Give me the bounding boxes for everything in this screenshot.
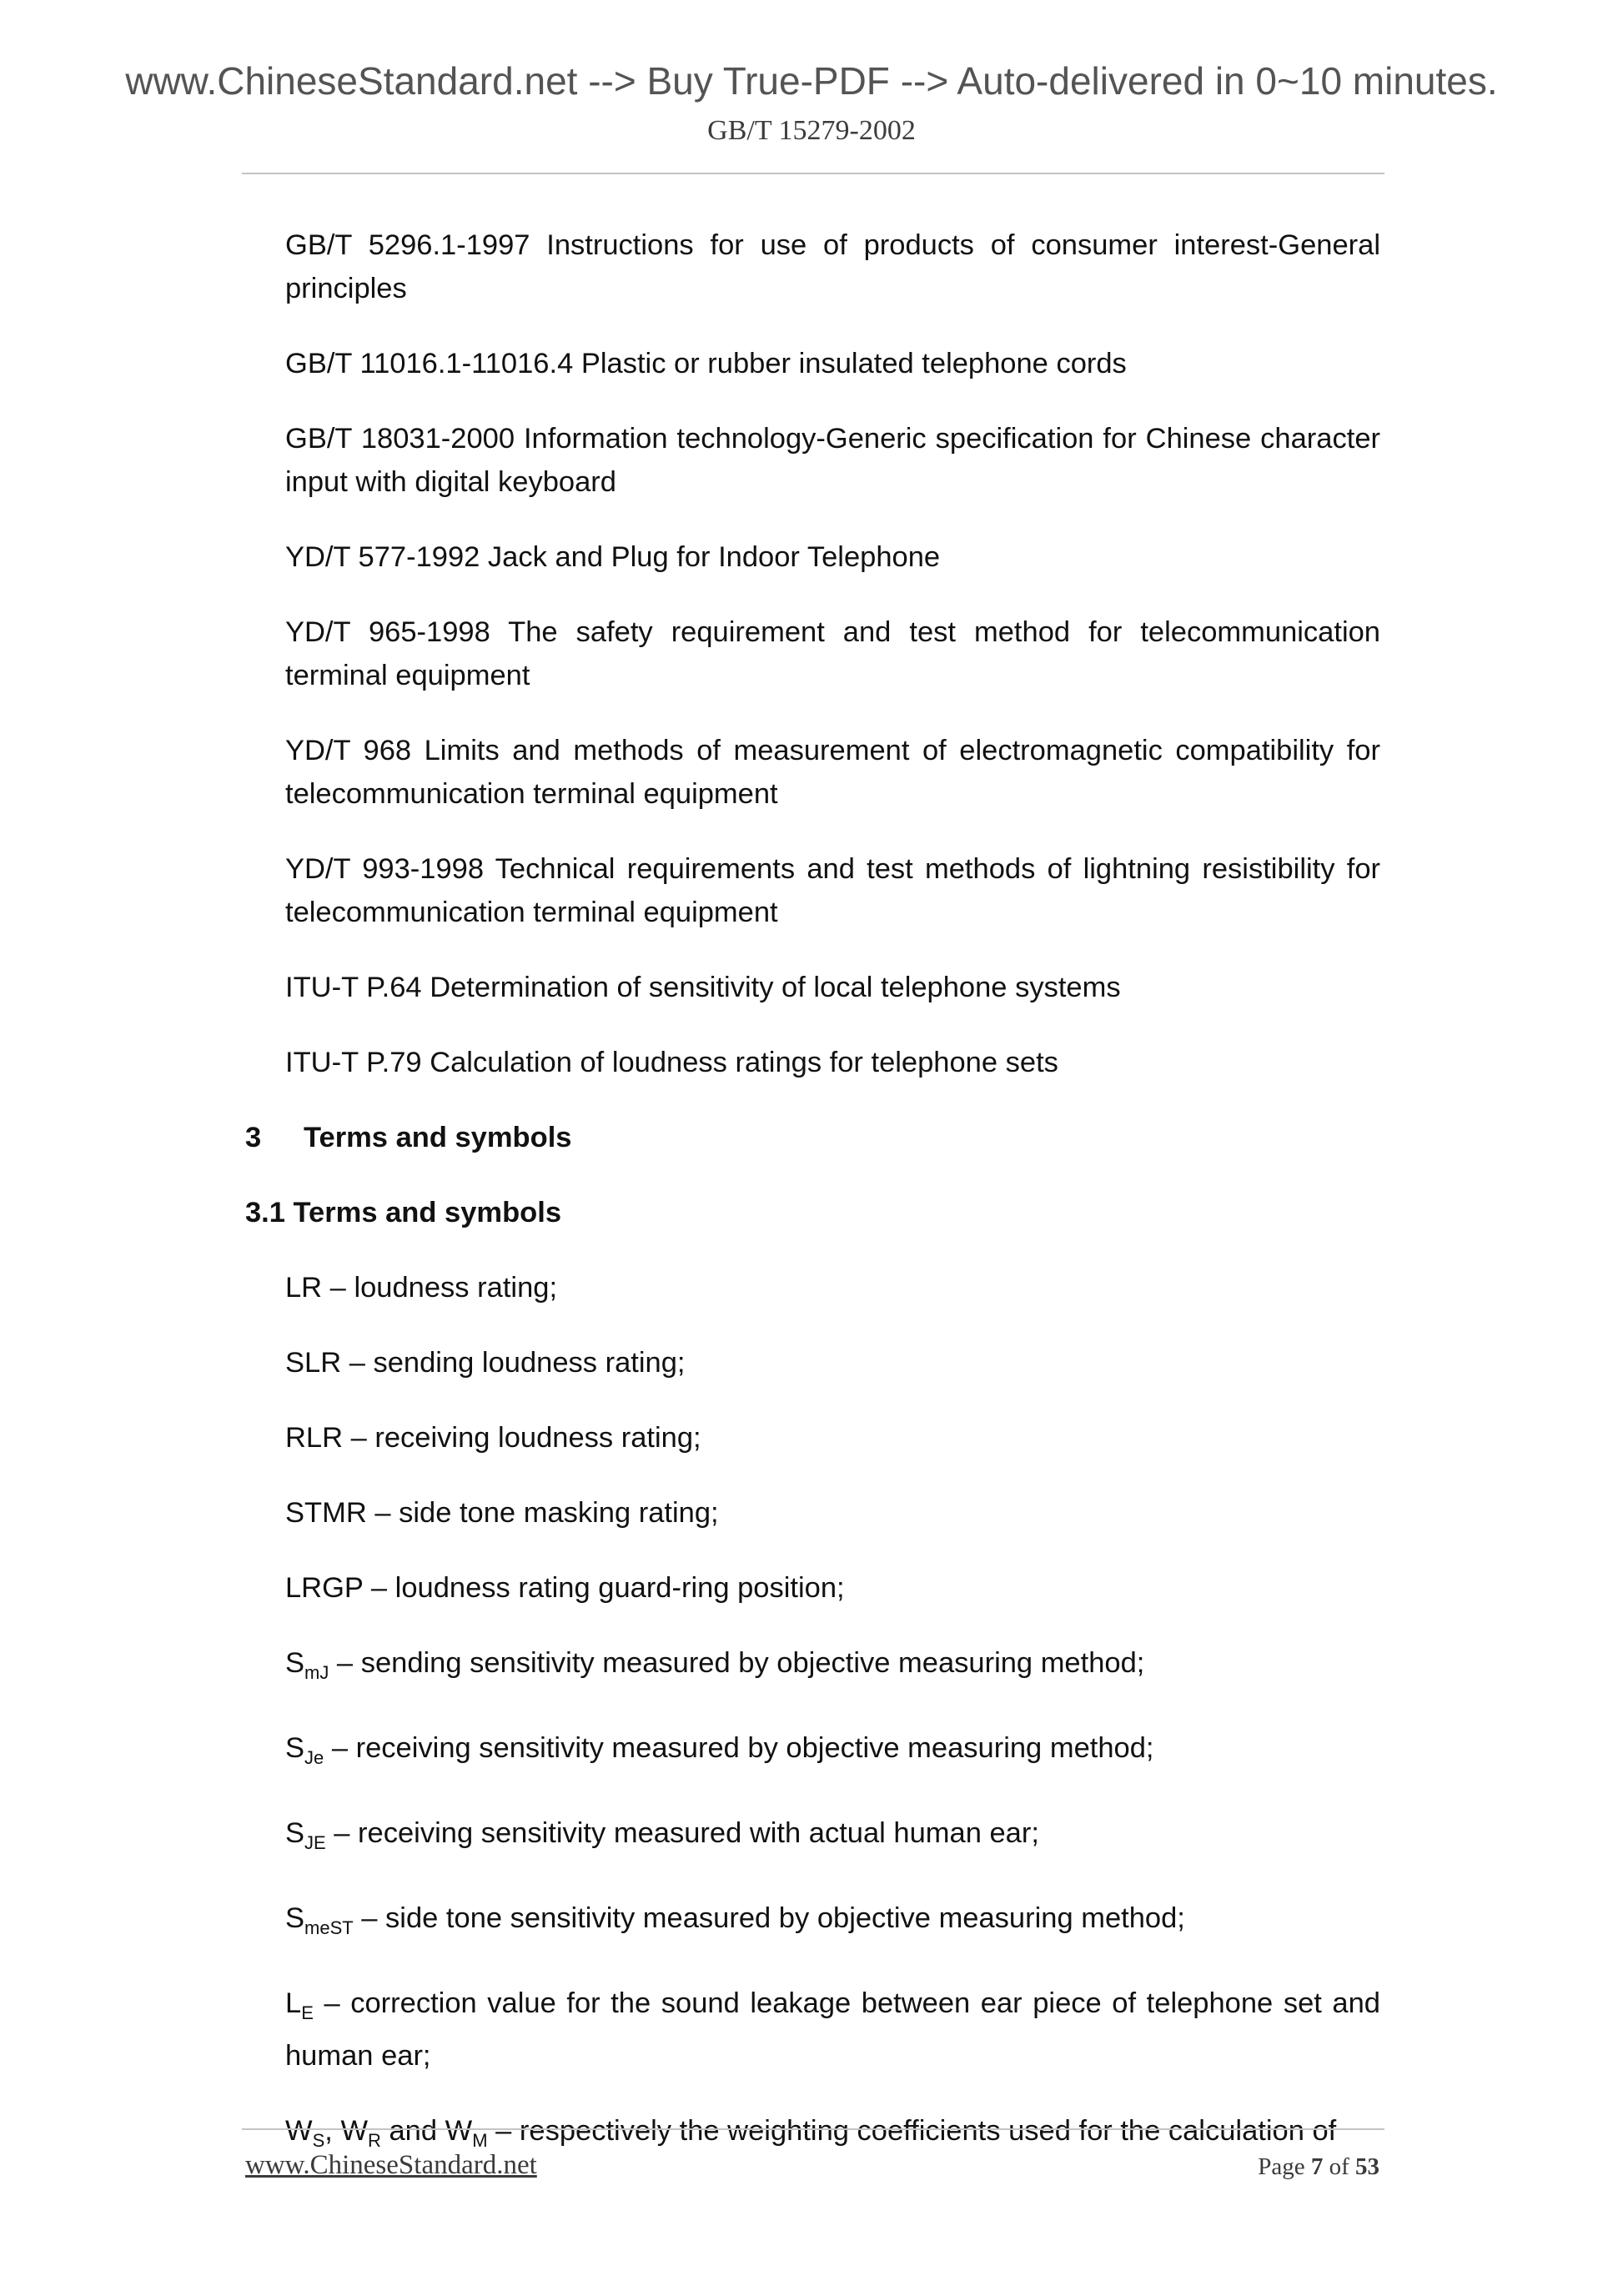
symbol-base: L [285,1987,302,2019]
document-number: GB/T 15279-2002 [707,115,916,146]
symbol-separator: , [324,2115,341,2148]
section-number: 3 [245,1122,262,1153]
page-of: of [1323,2153,1355,2180]
symbol-subscript: S [312,2130,325,2152]
reference-item: GB/T 11016.1-11016.4 Plastic or rubber insulated telephone cords [285,348,1127,379]
section-title: Terms and symbols [304,1122,572,1153]
symbol-definition [285,1982,1380,2078]
reference-item: YD/T 577-1992 Jack and Plug for Indoor Telephone [285,541,941,573]
symbol-text: – correction value for the sound leakage between ear piece of telephone set and human ear; [285,1987,1380,2072]
symbol-text: – receiving sensitivity measured with actual human ear; [325,1816,1039,1849]
reference-item: YD/T 968 Limits and methods of measurement of electromagnetic compatibility for telecommunication terminal equipment [285,735,1380,810]
reference-item: ITU-T P.79 Calculation of loudness ratings for telephone sets [285,1047,1058,1078]
symbol-definition: LR – loudness rating; [285,1272,558,1304]
page-total: 53 [1355,2153,1379,2180]
symbol-separator: and [380,2115,445,2148]
symbol-base: S [285,1647,305,1679]
header-divider [242,173,1384,174]
symbol-base: W [340,2115,369,2148]
symbol-definition [285,1726,1380,1780]
symbol-definition: STMR – side tone masking rating; [285,1497,719,1529]
reference-item: GB/T 18031-2000 Information technology-Generic specification for Chinese character input with digital keyboard [285,423,1380,498]
symbol-subscript: M [472,2130,488,2152]
reference-item: ITU-T P.64 Determination of sensitivity of local telephone systems [285,972,1121,1003]
footer-site-link[interactable]: www.ChineseStandard.net [245,2150,537,2180]
reference-item: YD/T 965-1998 The safety requirement and test method for telecommunication terminal equipment [285,616,1380,691]
subsection-heading: 3.1 Terms and symbols [245,1197,562,1228]
page-indicator [1258,2155,1379,2179]
symbol-definition [285,1641,1380,1695]
symbol-subscript: R [368,2130,381,2152]
symbol-text: – sending sensitivity measured by objective measuring method; [329,1647,1145,1679]
symbol-text: – receiving sensitivity measured by objective measuring method; [324,1731,1154,1764]
footer-divider [242,2128,1384,2130]
page-prefix: Page [1258,2153,1311,2180]
symbol-base: W [445,2115,473,2148]
page-body [0,224,1623,2163]
symbol-definition [285,1897,1380,1950]
symbol-subscript: E [301,2002,314,2023]
symbol-subscript: Je [304,1746,324,1768]
section-heading [245,1116,1379,1159]
reference-item: GB/T 5296.1-1997 Instructions for use of products of consumer interest-General principles [285,229,1380,304]
header-banner: www.ChineseStandard.net --> Buy True-PDF --> Auto-delivered in 0~10 minutes. [125,59,1498,103]
symbol-definition: LRGP – loudness rating guard-ring position; [285,1572,845,1604]
symbol-base: W [285,2115,313,2148]
symbol-text: – side tone sensitivity measured by objective measuring method; [353,1902,1185,1934]
symbol-definition [285,1811,1380,1865]
symbol-subscript: meST [304,1917,354,1938]
symbol-text: – respectively the weighting coefficients used for the calculation of [487,2115,1337,2148]
reference-item: YD/T 993-1998 Technical requirements and test methods of lightning resistibility for telecommunication terminal equipment [285,853,1380,928]
symbol-definition: RLR – receiving loudness rating; [285,1422,701,1454]
page-current: 7 [1310,2153,1324,2180]
symbol-base: S [285,1731,305,1764]
symbol-base: S [285,1902,305,1934]
symbol-subscript: JE [304,1831,326,1853]
symbol-definition: SLR – sending loudness rating; [285,1347,686,1379]
symbol-base: S [285,1816,305,1849]
symbol-subscript: mJ [304,1661,329,1683]
